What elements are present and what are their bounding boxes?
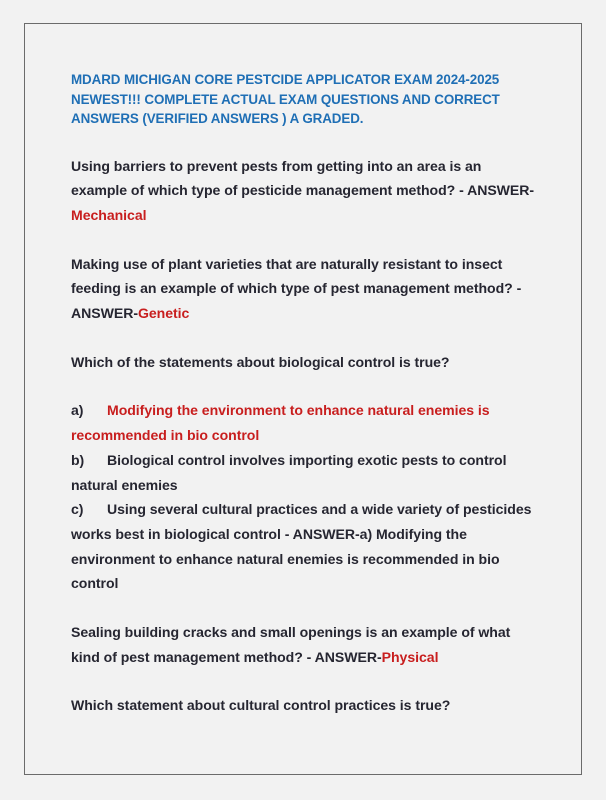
option-text: recommended in bio control [71,427,260,444]
question-text: Which statement about cultural control practices is true? [71,697,451,714]
option-c [71,497,541,522]
answer-prefix: kind of pest management method? - ANSWER- [71,648,382,665]
option-letter: a) [71,402,84,419]
answer-prefix: ANSWER- [71,305,138,322]
question-2 [71,252,541,326]
title-line: MDARD MICHIGAN CORE PESTCIDE APPLICATOR EXAM 2024-2025 [71,72,500,87]
question-4 [71,620,541,669]
option-text: control [71,575,119,592]
question-text: Making use of plant varieties that are naturally resistant to insect [71,255,503,272]
answer-text: Mechanical [71,206,147,223]
title-line: NEWEST!!! COMPLETE ACTUAL EXAM QUESTIONS AND CORRECT [71,91,500,107]
question-text: feeding is an example of which type of pest management method? - [71,280,522,297]
title-line: ANSWERS (VERIFIED ANSWERS ) A GRADED. [71,111,364,126]
question-text: Which of the statements about biological control is true? [71,353,450,370]
question-3 [71,350,541,596]
question-text: Using barriers to prevent pests from getting into an area is an [71,157,482,174]
answer-text: Genetic [137,305,190,322]
answer-text: Physical [381,648,439,665]
option-b [71,448,541,473]
option-letter: b) [71,451,85,468]
option-text: natural enemies [71,476,178,493]
option-letter: c) [71,501,84,518]
question-1 [71,154,541,228]
document-body [71,70,541,718]
option-a [71,398,541,423]
question-text: Sealing building cracks and small openings is an example of what [71,624,511,641]
question-text: example of which type of pesticide management method? - ANSWER- [71,182,535,199]
document-title [71,70,541,129]
question-5 [71,693,541,718]
option-text: Using several cultural practices and a wide variety of pesticides [107,501,532,518]
option-text: works best in biological control - ANSWER-a) Modifying the [71,525,467,542]
option-text: Modifying the environment to enhance natural enemies is [107,402,490,419]
option-text: environment to enhance natural enemies is recommended in bio [71,550,500,567]
option-text: Biological control involves importing exotic pests to control [107,451,507,468]
